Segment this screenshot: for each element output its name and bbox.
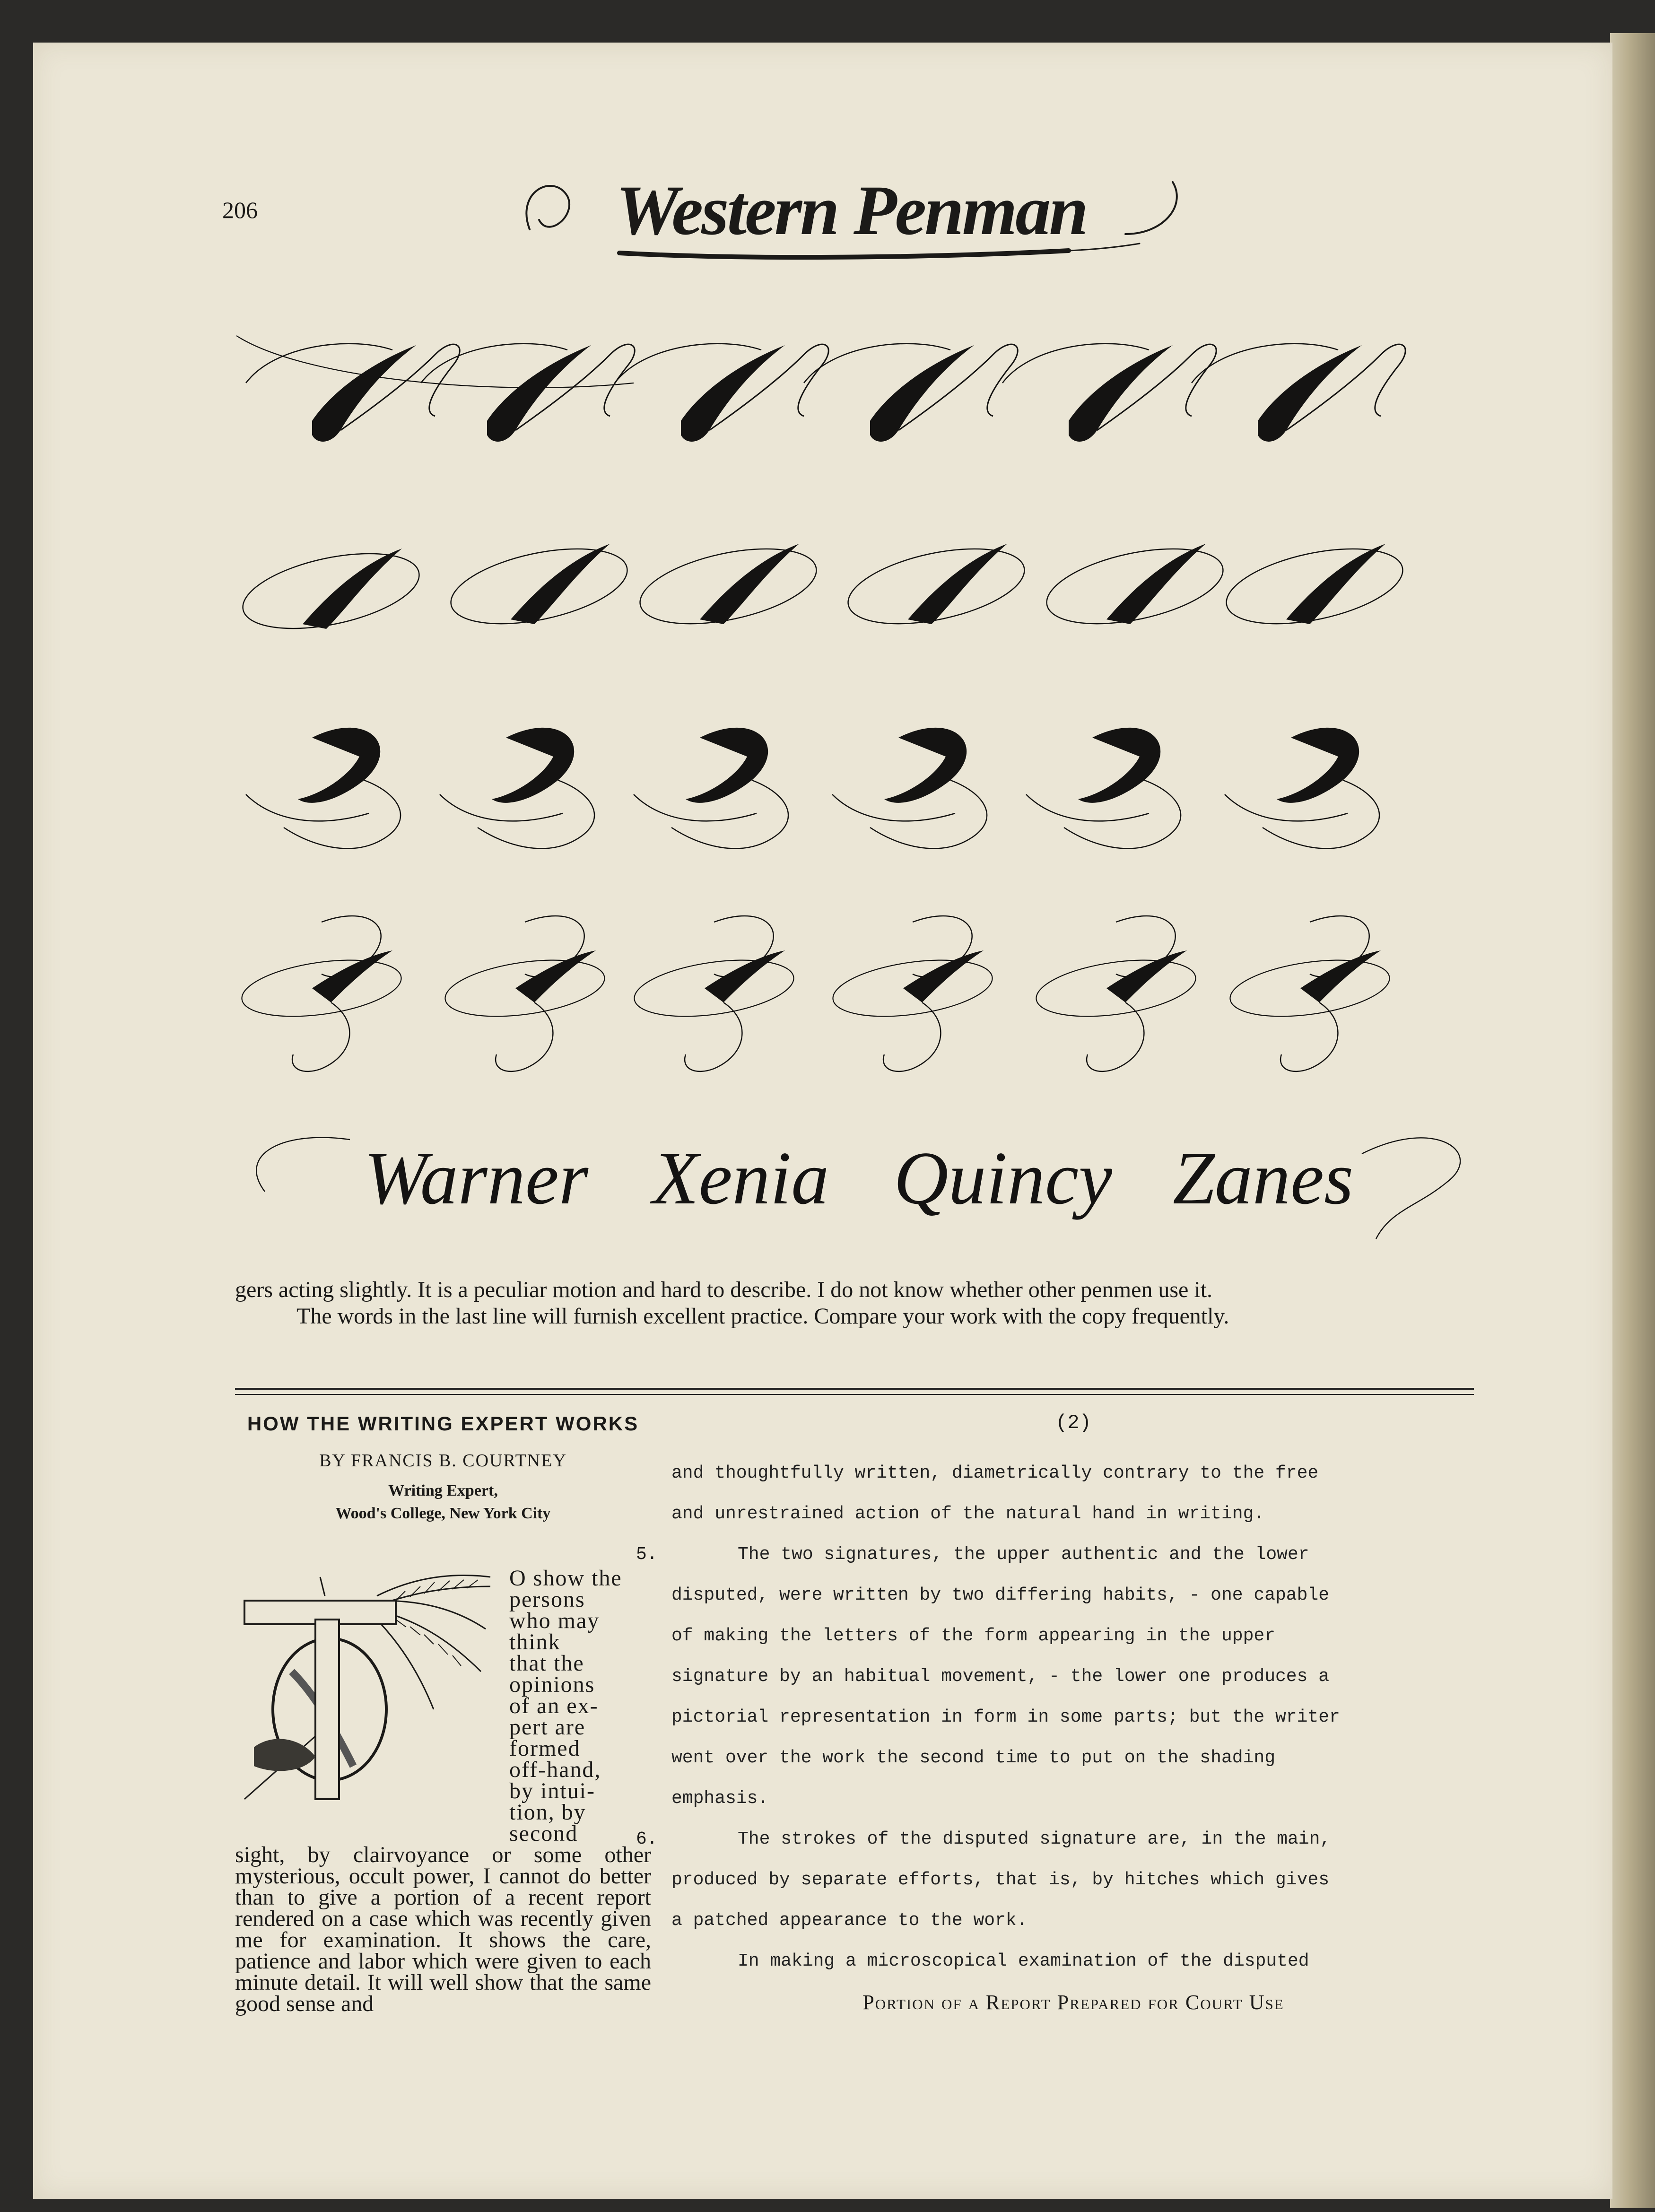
wrap-line-12: tion, by	[509, 1800, 586, 1825]
report-line	[636, 1819, 1475, 1860]
report-line-text: of making the letters of the form appearing in the upper	[671, 1626, 1276, 1646]
wrap-line-10: off-hand,	[509, 1757, 601, 1782]
penmanship-specimen-plate	[208, 265, 1494, 1272]
report-excerpt	[636, 1411, 1475, 2014]
wrap-line-7: of an ex-	[509, 1693, 599, 1718]
article-body-text: sight, by clairvoyance or some other mysterious, occult power, I cannot do better than to give a portion of a recent report rendered on a case which was recently given me for examination. It shows the care, patience and labor which were given to each minute detail. It will well show that the same good sense and	[235, 1842, 651, 2016]
specimen-word-3: Quincy	[894, 1136, 1113, 1220]
report-line	[671, 1453, 1475, 1494]
specimen-row-w	[236, 336, 1405, 442]
report-line	[671, 1656, 1475, 1697]
divider-rule-thin	[235, 1394, 1474, 1395]
author-affiliation: Wood's College, New York City	[335, 1505, 551, 1522]
report-line	[671, 1575, 1475, 1616]
article-column	[235, 1411, 651, 2016]
wrap-line-2: persons	[509, 1587, 585, 1612]
report-line-text: and unrestrained action of the natural hand in writing.	[671, 1504, 1265, 1524]
book-spine-edge	[1610, 33, 1655, 2208]
report-item-number: 6.	[636, 1829, 658, 1849]
page-number: 206	[222, 197, 258, 223]
wrap-line-6: opinions	[509, 1672, 595, 1697]
intro-paragraph-1: gers acting slightly. It is a peculiar motion and hard to describe. I do not know whether other penmen use it.	[235, 1277, 1213, 1302]
specimen-word-1: Warner	[364, 1136, 589, 1220]
wrap-line-4: think	[509, 1629, 561, 1655]
specimen-word-4: Zanes	[1173, 1136, 1354, 1220]
article-byline: BY FRANCIS B. COURTNEY	[319, 1451, 567, 1471]
specimen-row-words	[256, 1136, 1460, 1239]
report-line-text: and thoughtfully written, diametrically contrary to the free	[671, 1463, 1319, 1483]
divider-rule	[235, 1388, 1474, 1390]
wrap-line-1: O show the	[509, 1566, 622, 1591]
report-line-text: went over the work the second time to put on the shading	[671, 1748, 1276, 1768]
wrap-line-13: second	[509, 1821, 578, 1846]
article-body	[235, 1568, 651, 2014]
report-line	[671, 1941, 1475, 1982]
report-line-text: signature by an habitual movement, - the lower one produces a	[671, 1666, 1330, 1687]
report-line-text: The two signatures, the upper authentic and the lower	[738, 1544, 1309, 1565]
report-line-text: a patched appearance to the work.	[671, 1910, 1028, 1931]
report-line	[671, 1900, 1475, 1941]
report-line	[671, 1738, 1475, 1778]
wrap-line-9: formed	[509, 1736, 581, 1761]
report-line-text: produced by separate efforts, that is, by hitches which gives	[671, 1870, 1330, 1890]
report-line	[671, 1860, 1475, 1900]
report-line-text: The strokes of the disputed signature are, in the main,	[738, 1829, 1331, 1849]
report-line	[636, 1534, 1475, 1575]
article-headline: HOW THE WRITING EXPERT WORKS	[247, 1412, 639, 1435]
wrap-line-11: by intui-	[509, 1778, 595, 1803]
report-line	[671, 1616, 1475, 1656]
intro-paragraph-2: The words in the last line will furnish excellent practice. Compare your work with the copy frequently.	[296, 1304, 1229, 1329]
drop-cap-letter: T	[325, 1635, 329, 1640]
specimen-word-2: Xenia	[653, 1136, 829, 1220]
report-line	[671, 1697, 1475, 1738]
wrap-line-3: who may	[509, 1608, 600, 1633]
specimen-row-z	[238, 916, 1393, 1071]
masthead-title: Western Penman	[616, 171, 1087, 250]
report-lines	[636, 1453, 1475, 1982]
intro-text	[235, 1277, 1474, 1330]
specimen-row-x	[236, 535, 1410, 642]
report-line-text: pictorial representation in form in some parts; but the writer	[671, 1707, 1340, 1727]
report-caption: Portion of a Report Prepared for Court Use	[862, 1991, 1284, 2014]
author-title: Writing Expert,	[388, 1482, 498, 1499]
report-line	[671, 1778, 1475, 1819]
masthead-logo	[511, 163, 1192, 277]
report-item-number: 5.	[636, 1544, 658, 1565]
specimen-row-q	[246, 728, 1379, 849]
report-line-text: In making a microscopical examination of the disputed	[738, 1951, 1309, 1971]
report-line	[671, 1494, 1475, 1534]
wrap-line-8: pert are	[509, 1715, 586, 1740]
report-line-text: emphasis.	[671, 1788, 769, 1809]
report-section-mark: (2)	[1055, 1411, 1091, 1434]
report-line-text: disputed, were written by two differing habits, - one capable	[671, 1585, 1330, 1605]
wrap-line-5: that the	[509, 1651, 584, 1676]
